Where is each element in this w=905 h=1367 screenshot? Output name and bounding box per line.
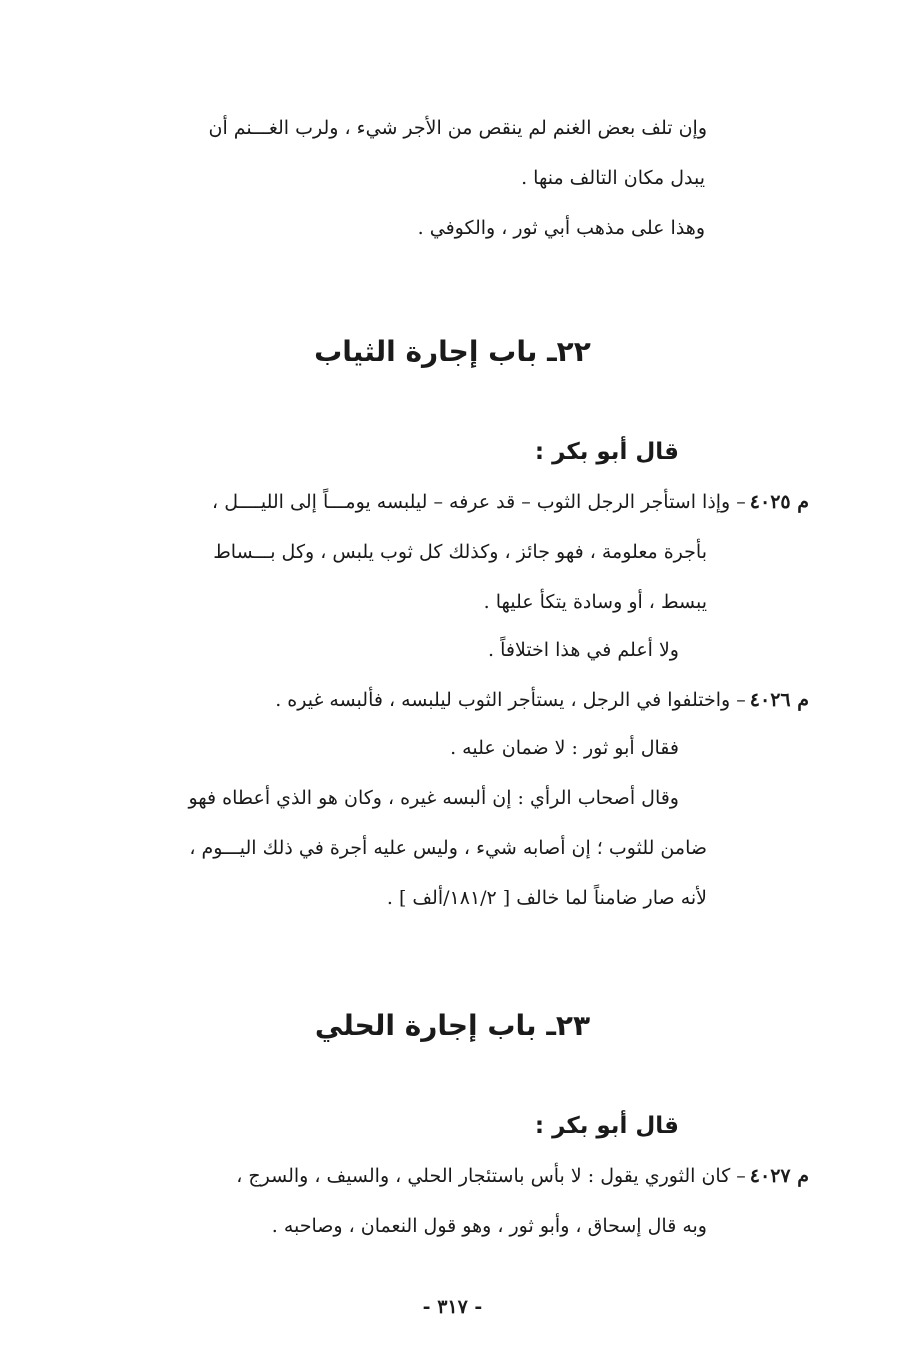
entry-4027-line-2: وبه قال إسحاق ، وأبو ثور ، وهو قول النعمان ، وصاحبه .	[271, 1215, 707, 1237]
entry-4025-number: م ٤٠٢٥	[749, 491, 809, 513]
entry-4026-line-3: وقال أصحاب الرأي : إن ألبسه غيره ، وكان هو الذي أعطاه فهو	[188, 787, 679, 809]
entry-4026-number: م ٤٠٢٦	[749, 689, 809, 711]
entry-4027-text-1: – كان الثوري يقول : لا بأس باستئجار الحلي ، والسيف ، والسرج ،	[236, 1165, 746, 1187]
chapter-22-title: ٢٢ـ باب إجارة الثياب	[314, 335, 591, 368]
entry-4026-text-1: – واختلفوا في الرجل ، يستأجر الثوب ليلبسه ، فألبسه غيره .	[275, 689, 746, 711]
entry-4026-line-4: ضامن للثوب ؛ إن أصابه شيء ، وليس عليه أجرة في ذلك اليـــوم ،	[189, 837, 707, 859]
entry-4025-line-3: يبسط ، أو وسادة يتكأ عليها .	[483, 591, 707, 613]
entry-4025-line-2: بأجرة معلومة ، فهو جائز ، وكذلك كل ثوب يلبس ، وكل بـــساط	[213, 541, 707, 563]
continuation-line-1: وإن تلف بعض الغنم لم ينقص من الأجر شيء ، ولرب الغـــنم أن	[208, 117, 707, 139]
entry-4027-number: م ٤٠٢٧	[749, 1165, 809, 1187]
entry-4027-line-1	[96, 1162, 809, 1190]
entry-4025-text-1: – وإذا استأجر الرجل الثوب – قد عرفه – ليلبسه يومـــاً إلى الليــــل ،	[212, 491, 746, 513]
chapter-22-qal: قال أبو بكر :	[534, 439, 679, 465]
entry-4026-line-2: فقال أبو ثور : لا ضمان عليه .	[450, 737, 679, 759]
page-number: - ٣١٧ -	[422, 1296, 483, 1318]
entry-4026-line-5: لأنه صار ضامناً لما خالف [ ١٨١/٢/ألف ] .	[386, 887, 707, 909]
chapter-23-title: ٢٣ـ باب إجارة الحلي	[314, 1009, 591, 1042]
entry-4025-line-1	[96, 488, 809, 516]
chapter-23-qal: قال أبو بكر :	[534, 1113, 679, 1139]
entry-4025-line-4: ولا أعلم في هذا اختلافاً .	[488, 639, 679, 661]
continuation-line-2: يبدل مكان التالف منها .	[521, 167, 705, 189]
entry-4026-line-1	[96, 686, 809, 714]
continuation-line-3: وهذا على مذهب أبي ثور ، والكوفي .	[417, 217, 705, 239]
